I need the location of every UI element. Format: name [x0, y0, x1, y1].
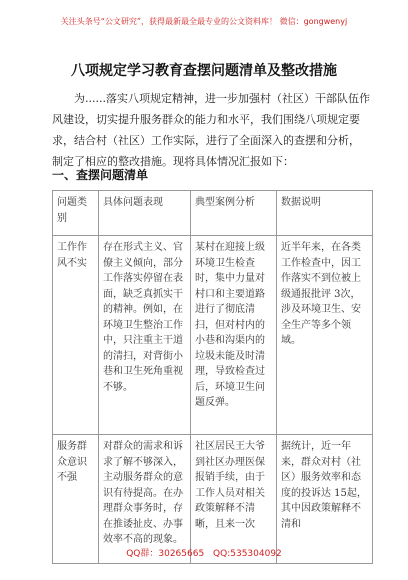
table-header-row: [53, 191, 373, 236]
header-category: 问题类别: [53, 191, 99, 236]
table-row: [53, 236, 373, 435]
issue-table: [52, 190, 373, 564]
cell-category: 服务群众意识不强: [53, 435, 99, 564]
cell-case-analysis: 社区居民王大爷到社区办理医保报销手续，由于工作人员对相关政策解释不清晰，且来一次: [191, 435, 277, 564]
cell-category: 工作作风不实: [53, 236, 99, 435]
header-promo-note: 关注头条号“公文研究”，获得最新最全最专业的公文资料库！ 微信：gongwenyj: [60, 17, 348, 26]
footer-contact: QQ群：30265665 QQ:535304092: [126, 549, 282, 559]
cell-data-notes: 近半年来，在各类工作检查中，因工作落实不到位被上级通报批评 3次，涉及环境卫生、安全生产等多个领域。: [277, 236, 373, 435]
table-row: [53, 435, 373, 564]
section-heading: 一、查摆问题清单: [52, 168, 149, 182]
intro-paragraph: 为......落实八项规定精神，进一步加强村（社区）干部队伍作风建设，切实提升服务群众的能力和水平，我们围绕八项规定要求，结合村（社区）工作实际，进行了全面深入的查摆和分析，制定了相应的整改措施。现将具体情况汇报如下：: [52, 92, 370, 168]
cell-manifestation: 存在形式主义、官僚主义倾向，部分工作落实停留在表面，缺乏真抓实干的精神。例如，在环境卫生整治工作中，只注重主干道的清扫，对背街小巷和卫生死角重视不够。: [99, 236, 191, 435]
header-data-notes: 数据说明: [277, 191, 373, 236]
cell-manifestation: 对群众的需求和诉求了解不够深入，主动服务群众的意识有待提高。在办理群众事务时，存在推诿扯皮、办事效率不高的现象。: [99, 435, 191, 564]
cell-case-analysis: 某村在迎接上级环境卫生检查时，集中力量对村口和主要道路进行了彻底清扫，但对村内的小巷和沟渠内的垃圾未能及时清理，导致检查过后，环境卫生问题反弹。: [191, 236, 277, 435]
document-title: 八项规定学习教育查摆问题清单及整改措施: [71, 63, 337, 79]
cell-data-notes: 据统计，近一年来，群众对村（社区）服务效率和态度的投诉达 15起，其中因政策解释不清和: [277, 435, 373, 564]
header-case-analysis: 典型案例分析: [191, 191, 277, 236]
header-manifestation: 具体问题表现: [99, 191, 191, 236]
